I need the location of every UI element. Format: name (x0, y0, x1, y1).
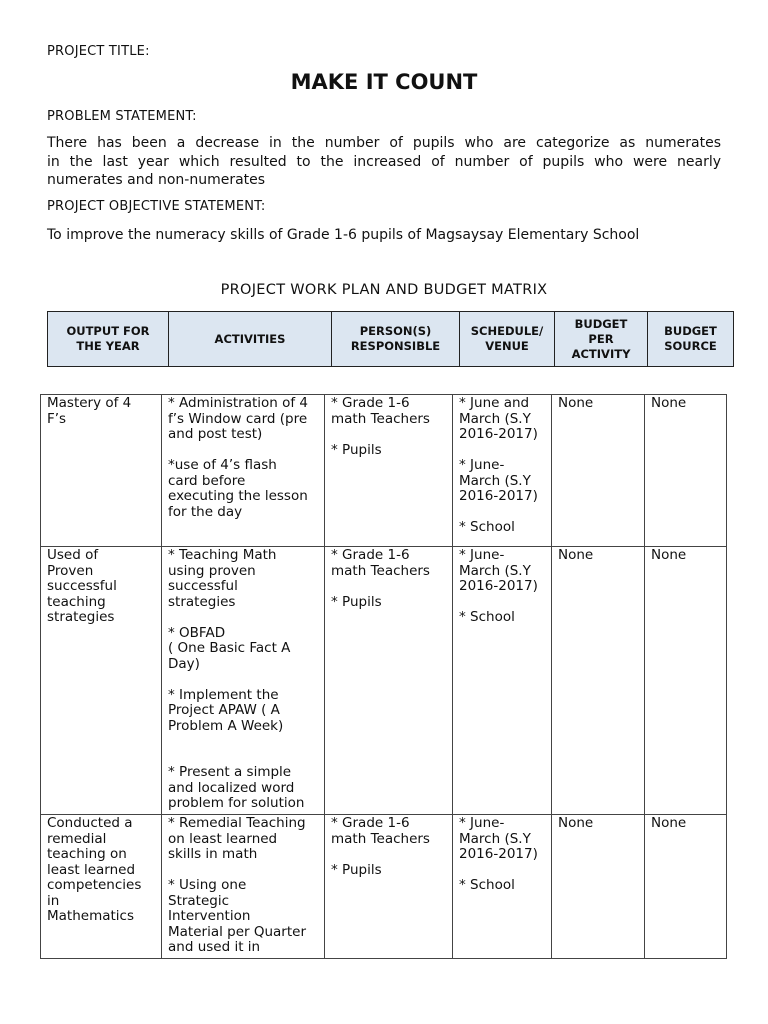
cell-output (41, 395, 162, 547)
cell-line: Day) (168, 655, 200, 672)
cell-line: * Pupils (331, 861, 382, 878)
cell-budget (552, 395, 645, 547)
cell-line: on least learned (168, 830, 278, 847)
matrix-title: PROJECT WORK PLAN AND BUDGET MATRIX (220, 282, 548, 298)
cell-line: None (558, 395, 594, 411)
line-gap (459, 595, 545, 611)
cell-line: skills in math (168, 846, 258, 862)
cell-line: Mastery of 4 (47, 395, 132, 411)
header-cell-line: PERSON(S) (359, 324, 432, 338)
problem-line: in the last year which resulted to the increased of number of pupils who were nearly (47, 153, 721, 170)
line-gap (168, 734, 318, 750)
cell-line: * June- (459, 457, 505, 473)
header-cell-line: THE YEAR (76, 339, 140, 353)
cell-line: math Teachers (331, 830, 430, 847)
cell-line: Conducted a (47, 815, 133, 831)
header-cell-line: PER (588, 331, 614, 346)
cell-line: March (S.Y (459, 562, 531, 579)
header-cell-line: SCHEDULE/ (470, 324, 544, 338)
header-cell-activities (169, 312, 332, 367)
matrix-header-table (47, 311, 734, 367)
matrix-body-table (40, 394, 727, 959)
objective-text: To improve the numeracy skills of Grade 1-6 pupils of Magsaysay Elementary School (47, 227, 640, 243)
cell-budget (552, 547, 645, 815)
cell-line: and used it in (168, 939, 261, 955)
header-cell-persons (332, 312, 460, 367)
cell-line: in (47, 892, 60, 909)
line-gap (168, 750, 318, 766)
header-cell-output (48, 312, 169, 367)
cell-source (645, 547, 727, 815)
cell-line: least learned (47, 861, 136, 878)
header-cell-budget-source (648, 312, 734, 367)
cell-budget (552, 815, 645, 959)
cell-line: March (S.Y (459, 472, 531, 489)
problem-statement-label: PROBLEM STATEMENT: (47, 109, 197, 124)
cell-line: * Pupils (331, 593, 382, 610)
cell-line: None (651, 815, 687, 831)
cell-line: * Using one (168, 877, 247, 893)
cell-line: March (S.Y (459, 410, 531, 427)
cell-line: successful (47, 578, 117, 594)
cell-line: f’s Window card (pre (168, 410, 308, 427)
project-title-label: PROJECT TITLE: (47, 44, 150, 59)
cell-line: * Teaching Math (168, 547, 277, 563)
cell-line: teaching on (47, 846, 127, 862)
cell-line: * Grade 1-6 (331, 815, 410, 831)
cell-source (645, 815, 727, 959)
cell-line: None (651, 547, 687, 563)
header-cell-schedule (460, 312, 555, 367)
cell-line: 2016-2017) (459, 846, 538, 862)
line-gap (459, 505, 545, 521)
header-cell-line: BUDGET (574, 316, 628, 331)
cell-persons (325, 815, 453, 959)
header-cell-line: OUTPUT FOR (66, 324, 150, 338)
cell-schedule (453, 547, 552, 815)
cell-activities (162, 815, 325, 959)
cell-output (41, 547, 162, 815)
line-gap (459, 863, 545, 879)
header-cell-line: ACTIVITY (571, 346, 631, 361)
line-gap (331, 579, 446, 595)
cell-line: successful (168, 578, 238, 594)
objective-label: PROJECT OBJECTIVE STATEMENT: (47, 199, 266, 214)
line-gap (331, 427, 446, 443)
cell-line: and post test) (168, 426, 263, 442)
cell-line: 2016-2017) (459, 426, 538, 442)
line-gap (168, 672, 318, 688)
cell-line: 2016-2017) (459, 578, 538, 594)
header-cell-line: RESPONSIBLE (350, 339, 441, 353)
cell-output (41, 815, 162, 959)
cell-line: * OBFAD (168, 624, 226, 641)
cell-line: * June and (459, 395, 530, 411)
header-cell-line: BUDGET (664, 324, 717, 338)
cell-line: Project APAW ( A (168, 702, 280, 718)
header-cell-line: VENUE (485, 339, 529, 353)
cell-schedule (453, 395, 552, 547)
header-cell-budget-per-activity (555, 312, 648, 367)
cell-line: Strategic (168, 892, 230, 909)
line-gap (168, 610, 318, 626)
cell-line: ( One Basic Fact A (168, 640, 291, 656)
cell-line: Problem A Week) (168, 717, 284, 734)
header-cell-line: SOURCE (664, 339, 717, 353)
cell-line: * School (459, 877, 515, 893)
line-gap (168, 863, 318, 879)
cell-line: Intervention (168, 908, 251, 924)
cell-activities (162, 395, 325, 547)
problem-line: There has been a decrease in the number of pupils who are categorize as numerates (47, 135, 721, 151)
cell-line: for the day (168, 503, 243, 520)
cell-line: and localized word (168, 779, 295, 796)
cell-line: * June- (459, 547, 505, 563)
cell-line: March (S.Y (459, 830, 531, 847)
cell-line: teaching (47, 593, 106, 610)
cell-line: None (558, 547, 594, 563)
cell-line: 2016-2017) (459, 488, 538, 504)
table-row (41, 547, 727, 815)
header-cell-line: ACTIVITIES (214, 331, 286, 346)
line-gap (459, 443, 545, 459)
document-title: MAKE IT COUNT (290, 70, 478, 94)
cell-line: * Pupils (331, 441, 382, 458)
cell-line: Mathematics (47, 908, 134, 924)
cell-persons (325, 547, 453, 815)
cell-line: * Present a simple (168, 764, 292, 780)
cell-line: math Teachers (331, 562, 430, 579)
cell-line: math Teachers (331, 410, 430, 427)
cell-line: *use of 4’s flash (168, 457, 277, 473)
cell-line: card before (168, 472, 246, 489)
matrix-header-row (48, 312, 734, 367)
cell-schedule (453, 815, 552, 959)
problem-line: numerates and non-numerates (47, 172, 266, 188)
cell-line: * June- (459, 815, 505, 831)
cell-line: Used of (47, 547, 99, 563)
cell-line: * School (459, 519, 515, 535)
line-gap (168, 443, 318, 459)
cell-line: * School (459, 609, 515, 625)
cell-source (645, 395, 727, 547)
cell-line: using proven (168, 562, 256, 579)
cell-line: * Grade 1-6 (331, 395, 410, 411)
cell-line: competencies (47, 877, 142, 893)
problem-statement-text (47, 134, 721, 190)
cell-activities (162, 547, 325, 815)
cell-persons (325, 395, 453, 547)
cell-line: problem for solution (168, 795, 305, 811)
cell-line: F’s (47, 410, 67, 427)
cell-line: executing the lesson (168, 488, 308, 504)
cell-line: None (558, 815, 594, 831)
cell-line: * Remedial Teaching (168, 815, 306, 831)
cell-line: * Grade 1-6 (331, 547, 410, 563)
cell-line: None (651, 395, 687, 411)
cell-line: * Implement the (168, 686, 279, 703)
cell-line: remedial (47, 830, 107, 847)
line-gap (331, 847, 446, 863)
cell-line: Proven (47, 562, 94, 579)
cell-line: * Administration of 4 (168, 395, 309, 411)
cell-line: strategies (47, 609, 115, 625)
table-row (41, 815, 727, 959)
table-row (41, 395, 727, 547)
cell-line: Material per Quarter (168, 923, 307, 940)
cell-line: strategies (168, 593, 236, 610)
